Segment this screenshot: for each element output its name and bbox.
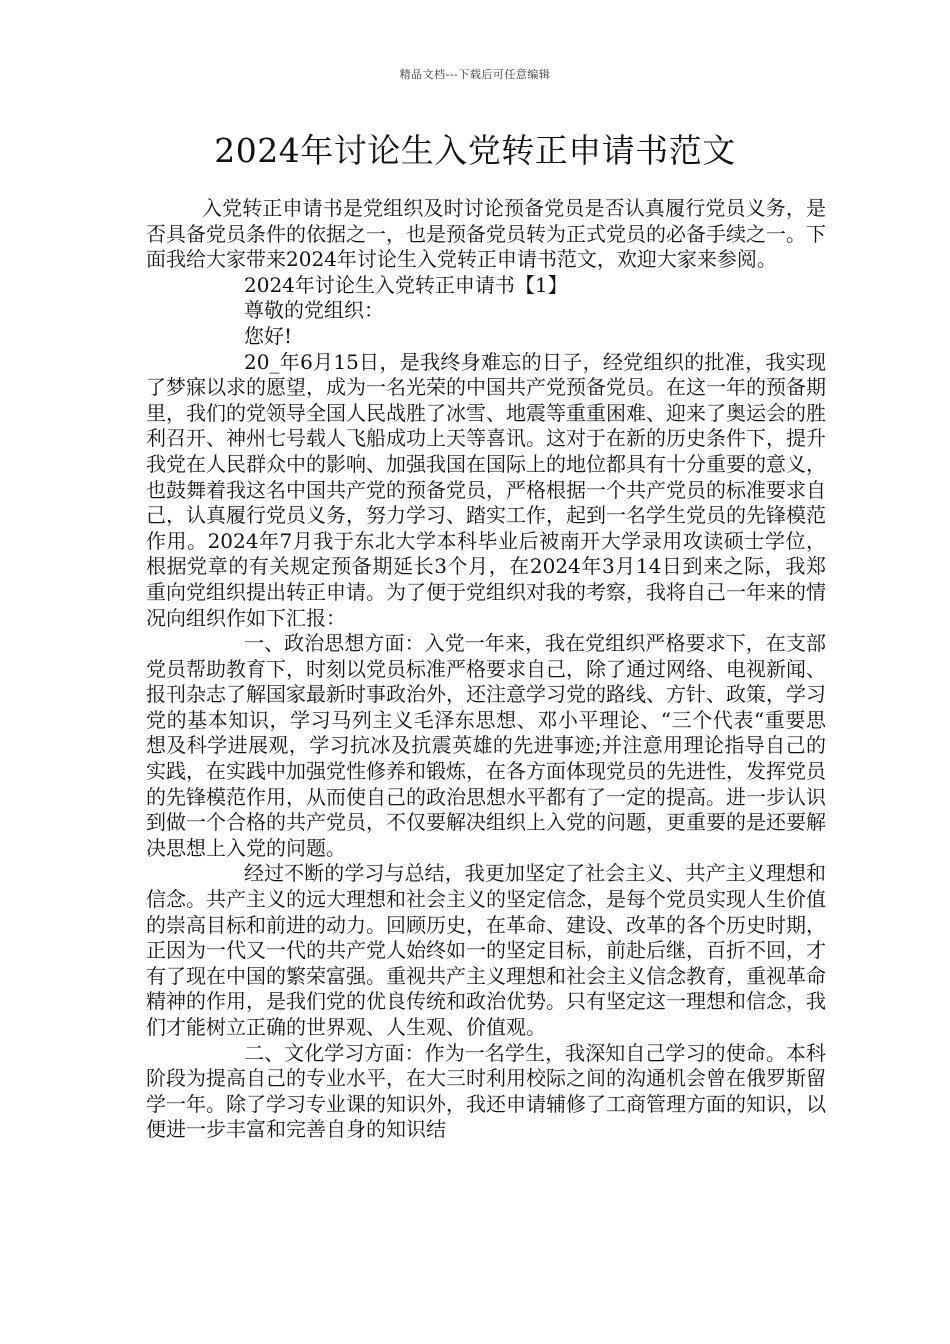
body-paragraph: 经过不断的学习与总结，我更加坚定了社会主义、共产主义理想和信念。共产主义的远大理想和社会主义的坚定信念，是每个党员实现人生价值的崇高目标和前进的动力。回顾历史，在革命、建设、改革的各个历史时期，正因为一代又一代的共产党人始终如一的坚定目标，前赴后继，百折不回，才有了现在中国的繁荣富强。重视共产主义理想和社会主义信念教育，重视革命精神的作用，是我们党的优良传统和政治优势。只有坚定这一理想和信念，我们才能树立正确的世界观、人生观、价值观。 — [146, 861, 826, 1039]
page-header: 精品文档---下载后可任意编辑 — [399, 68, 551, 81]
body-paragraph: 20_年6月15日，是我终身难忘的日子，经党组织的批准，我实现了梦寐以求的愿望，成为一名光荣的中国共产党预备党员。在这一年的预备期里，我们的党领导全国人民战胜了冰雪、地震等重重困难、迎来了奥运会的胜利召开、神州七号载人飞船成功上天等喜讯。这对于在新的历史条件下，提升我党在人民群众中的影响、加强我国在国际上的地位都具有十分重要的意义，也鼓舞着我这名中国共产党的预备党员，严格根据一个共产党员的标准要求自己，认真履行党员义务，努力学习、踏实工作，起到一名学生党员的先锋模范作用。2024年7月我于东北大学本科毕业后被南开大学录用攻读硕士学位，根据党章的有关规定预备期延长3个月，在2024年3月14日到来之际，我郑重向党组织提出转正申请。为了便于党组织对我的考察，我将自己一年来的情况向组织作如下汇报： — [146, 349, 826, 630]
document-title: 2024年讨论生入党转正申请书范文 — [214, 131, 736, 170]
intro-paragraph: 入党转正申请书是党组织及时讨论预备党员是否认真履行党员义务，是否具备党员条件的依据之一，也是预备党员转为正式党员的必备手续之一。下面我给大家带来2024年讨论生入党转正申请书范文，欢迎大家来参阅。 — [146, 196, 826, 272]
document-body — [146, 196, 826, 1143]
letter-subtitle: 2024年讨论生入党转正申请书【1】 — [244, 272, 568, 297]
greeting: 您好! — [244, 323, 293, 348]
body-paragraph: 一、政治思想方面：入党一年来，我在党组织严格要求下，在支部党员帮助教育下，时刻以党员标准严格要求自己，除了通过网络、电视新闻、报刊杂志了解国家最新时事政治外，还注意学习党的路线、方针、政策，学习党的基本知识，学习马列主义毛泽东思想、邓小平理论、“三个代表“重要思想及科学进展观，学习抗冰及抗震英雄的先进事迹;并注意用理论指导自己的实践，在实践中加强党性修养和锻炼，在各方面体现党员的先进性，发挥党员的先锋模范作用，从而使自己的政治思想水平都有了一定的提高。进一步认识到做一个合格的共产党员，不仅要解决组织上入党的问题，更重要的是还要解决思想上入党的问题。 — [146, 631, 826, 860]
salutation: 尊敬的党组织： — [244, 298, 384, 323]
body-paragraph: 二、文化学习方面：作为一名学生，我深知自己学习的使命。本科阶段为提高自己的专业水平，在大三时利用校际之间的沟通机会曾在俄罗斯留学一年。除了学习专业课的知识外，我还申请辅修了工商管理方面的知识，以便进一步丰富和完善自身的知识结 — [146, 1040, 826, 1142]
